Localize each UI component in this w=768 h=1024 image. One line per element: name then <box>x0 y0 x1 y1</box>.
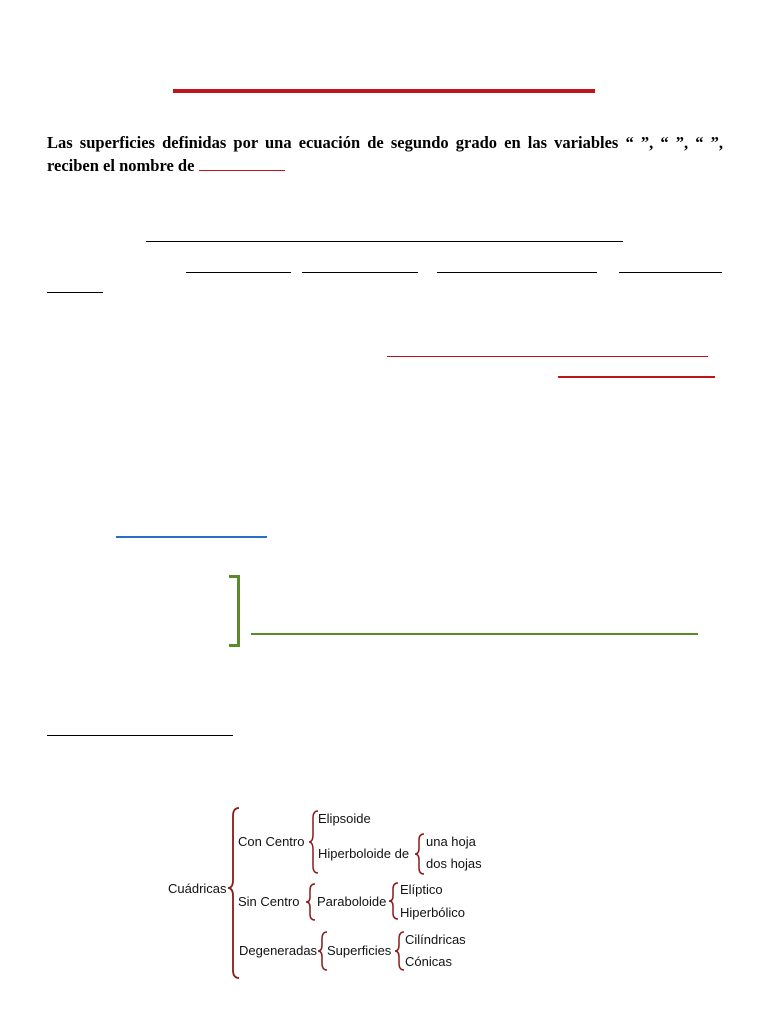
brace-superficies <box>395 932 404 970</box>
label-degeneradas: Degeneradas <box>239 943 318 958</box>
label-superficies: Superficies <box>327 943 392 958</box>
label-elipsoide: Elipsoide <box>318 811 371 826</box>
label-conicas: Cónicas <box>405 954 452 969</box>
label-una-hoja: una hoja <box>426 834 476 849</box>
label-sin-centro: Sin Centro <box>238 894 300 909</box>
label-dos-hojas: dos hojas <box>426 856 482 871</box>
brace-con-centro <box>309 811 318 873</box>
intro-text: Las superficies definidas por una ecuación de segundo grado en las variables “ ”, “ ”, “ ”, reciben el nombre de <box>47 133 723 175</box>
label-con-centro: Con Centro <box>238 834 305 849</box>
label-paraboloide: Paraboloide <box>317 894 387 909</box>
brace-hiperboloide <box>415 834 424 874</box>
label-cuadricas: Cuádricas <box>168 881 227 896</box>
label-hiperboloide: Hiperboloide de <box>318 846 410 861</box>
brace-paraboloide <box>389 883 398 919</box>
label-hiperbolico: Hiperbólico <box>400 905 466 920</box>
label-cilindricas: Cilíndricas <box>405 932 466 947</box>
brace-degeneradas <box>318 932 327 970</box>
brace-sin-centro <box>306 884 315 920</box>
label-eliptico: Elíptico <box>400 882 443 897</box>
